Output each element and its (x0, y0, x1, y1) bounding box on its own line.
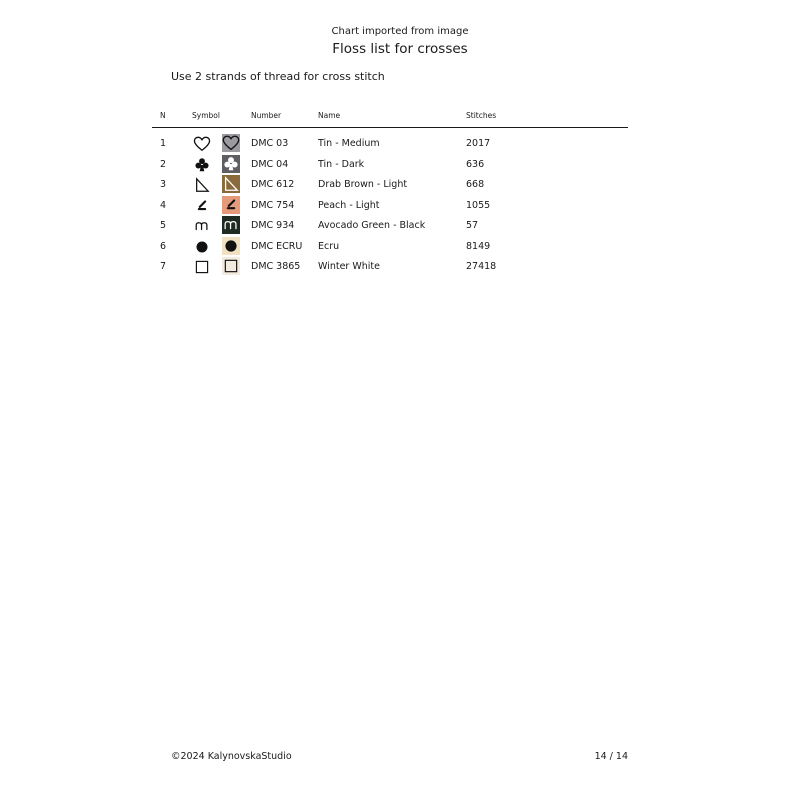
footer-copyright: ©2024 KalynovskaStudio (171, 751, 292, 762)
row-number: 2 (160, 158, 167, 170)
color-swatch (222, 237, 240, 255)
floss-name: Tin - Dark (318, 158, 365, 170)
floss-name: Tin - Medium (318, 138, 380, 149)
stitch-count: 636 (466, 158, 485, 170)
m-glyph-icon (193, 218, 211, 234)
row-number: 3 (160, 179, 167, 190)
stitch-count: 57 (466, 220, 479, 231)
table-row (152, 133, 628, 154)
instructions-text: Use 2 strands of thread for cross stitch (171, 70, 385, 83)
floss-table-body (152, 133, 628, 277)
table-header (152, 111, 628, 128)
floss-number: DMC 3865 (251, 261, 301, 272)
row-number: 4 (160, 199, 167, 211)
stitch-count: 8149 (466, 240, 491, 252)
floss-name: Avocado Green - Black (318, 220, 426, 231)
floss-name: Ecru (318, 240, 340, 252)
floss-number: DMC 934 (251, 220, 295, 231)
row-number: 7 (160, 261, 167, 272)
table-row (152, 174, 628, 195)
floss-name: Peach - Light (318, 199, 380, 211)
club-icon (193, 157, 211, 173)
page-title: Floss list for crosses (332, 41, 468, 57)
stroke-mark-icon (193, 198, 211, 214)
floss-number: DMC 612 (251, 179, 295, 190)
row-number: 5 (160, 220, 167, 231)
col-header-stitches: Stitches (466, 111, 497, 120)
color-swatch (222, 134, 240, 152)
col-header-symbol: Symbol (192, 111, 220, 120)
right-triangle-outline-icon (193, 177, 211, 193)
floss-number: DMC 04 (251, 158, 289, 170)
table-row (152, 215, 628, 236)
table-row (152, 256, 628, 277)
stitch-count: 27418 (466, 261, 497, 272)
col-header-name: Name (318, 111, 341, 120)
stitch-count: 668 (466, 179, 485, 190)
floss-name: Drab Brown - Light (318, 179, 408, 190)
row-number: 1 (160, 138, 167, 149)
stitch-count: 1055 (466, 199, 491, 211)
row-number: 6 (160, 240, 167, 252)
color-swatch (222, 155, 240, 173)
square-outline-icon (193, 259, 211, 275)
col-header-n: N (160, 111, 166, 120)
col-header-number: Number (251, 111, 282, 120)
color-swatch (222, 175, 240, 193)
filled-circle-icon (193, 239, 211, 255)
color-swatch (222, 216, 240, 234)
page-number: 14 / 14 (594, 751, 628, 762)
table-row (152, 154, 628, 175)
floss-number: DMC ECRU (251, 240, 303, 252)
color-swatch (222, 257, 240, 275)
color-swatch (222, 196, 240, 214)
heart-outline-icon (193, 136, 211, 152)
stitch-count: 2017 (466, 138, 491, 149)
table-row (152, 195, 628, 216)
chart-subtitle: Chart imported from image (331, 26, 469, 37)
floss-number: DMC 754 (251, 199, 295, 211)
table-row (152, 236, 628, 257)
floss-name: Winter White (318, 261, 380, 272)
floss-number: DMC 03 (251, 138, 289, 149)
